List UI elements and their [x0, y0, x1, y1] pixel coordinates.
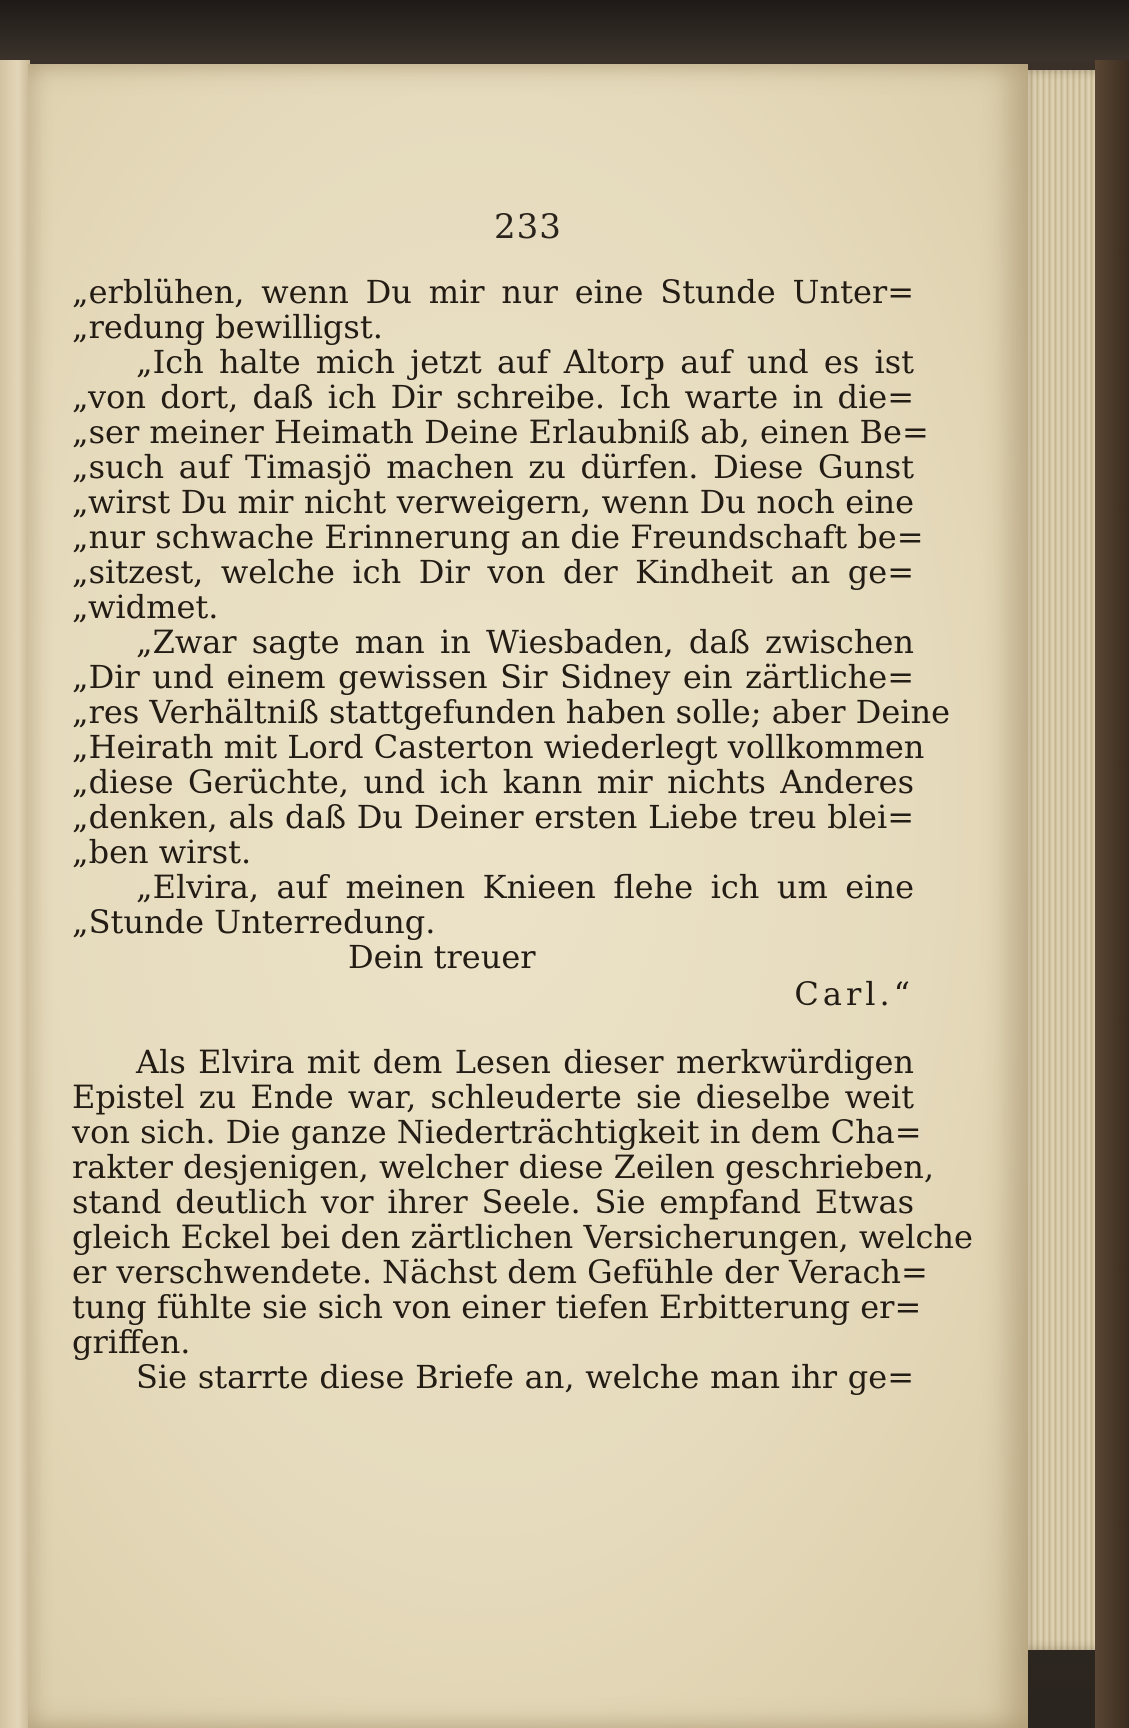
text-line: „ben wirst.	[72, 833, 252, 871]
book-cover-edge	[1095, 60, 1129, 1728]
letter-signature: Carl.“	[794, 975, 914, 1013]
text-line: „von dort, daß ich Dir schreibe. Ich warte in die=	[72, 378, 914, 416]
text-line: tung fühlte sie sich von einer tiefen Erbitterung er=	[72, 1288, 922, 1326]
book-page	[28, 64, 1028, 1728]
text-line: „widmet.	[72, 588, 219, 626]
text-line: von sich. Die ganze Niederträchtigkeit in dem Cha=	[72, 1113, 922, 1151]
text-line: Sie starrte diese Briefe an, welche man ihr ge=	[136, 1358, 914, 1396]
text-line: stand deutlich vor ihrer Seele. Sie empfand Etwas	[72, 1183, 914, 1221]
text-line: „ser meiner Heimath Deine Erlaubniß ab, einen Be=	[72, 413, 929, 451]
text-line: „erblühen, wenn Du mir nur eine Stunde Unter=	[72, 273, 914, 311]
text-line: „Elvira, auf meinen Knieen flehe ich um eine	[136, 868, 914, 906]
text-line: „res Verhältniß stattgefunden haben solle; aber Deine	[72, 693, 951, 731]
left-page-edge	[0, 60, 30, 1728]
text-line: „Ich halte mich jetzt auf Altorp auf und es ist	[136, 343, 914, 381]
text-line: „nur schwache Erinnerung an die Freundschaft be=	[72, 518, 924, 556]
text-line: „denken, als daß Du Deiner ersten Liebe treu blei=	[72, 798, 914, 836]
text-line: „such auf Timasjö machen zu dürfen. Diese Gunst	[72, 448, 914, 486]
text-line: rakter desjenigen, welcher diese Zeilen geschrieben,	[72, 1148, 935, 1186]
text-line: Epistel zu Ende war, schleuderte sie dieselbe weit	[72, 1078, 914, 1116]
page-stack-edges	[1020, 70, 1100, 1650]
text-line: griffen.	[72, 1323, 191, 1361]
text-line: „Zwar sagte man in Wiesbaden, daß zwischen	[136, 623, 914, 661]
text-line: „redung bewilligst.	[72, 308, 383, 346]
text-line: „Heirath mit Lord Casterton wiederlegt vollkommen	[72, 728, 925, 766]
page-number: 233	[494, 207, 562, 247]
text-line: „wirst Du mir nicht verweigern, wenn Du noch eine	[72, 483, 914, 521]
text-line: „Stunde Unterredung.	[72, 903, 436, 941]
text-line: „diese Gerüchte, und ich kann mir nichts Anderes	[72, 763, 914, 801]
letter-closing: Dein treuer	[348, 938, 536, 976]
text-line: „sitzest, welche ich Dir von der Kindheit an ge=	[72, 553, 914, 591]
background-shadow	[0, 0, 1129, 62]
text-line: Als Elvira mit dem Lesen dieser merkwürdigen	[136, 1043, 914, 1081]
text-line: „Dir und einem gewissen Sir Sidney ein zärtliche=	[72, 658, 914, 696]
text-line: gleich Eckel bei den zärtlichen Versicherungen, welche	[72, 1218, 973, 1256]
text-line: er verschwendete. Nächst dem Gefühle der Verach=	[72, 1253, 928, 1291]
